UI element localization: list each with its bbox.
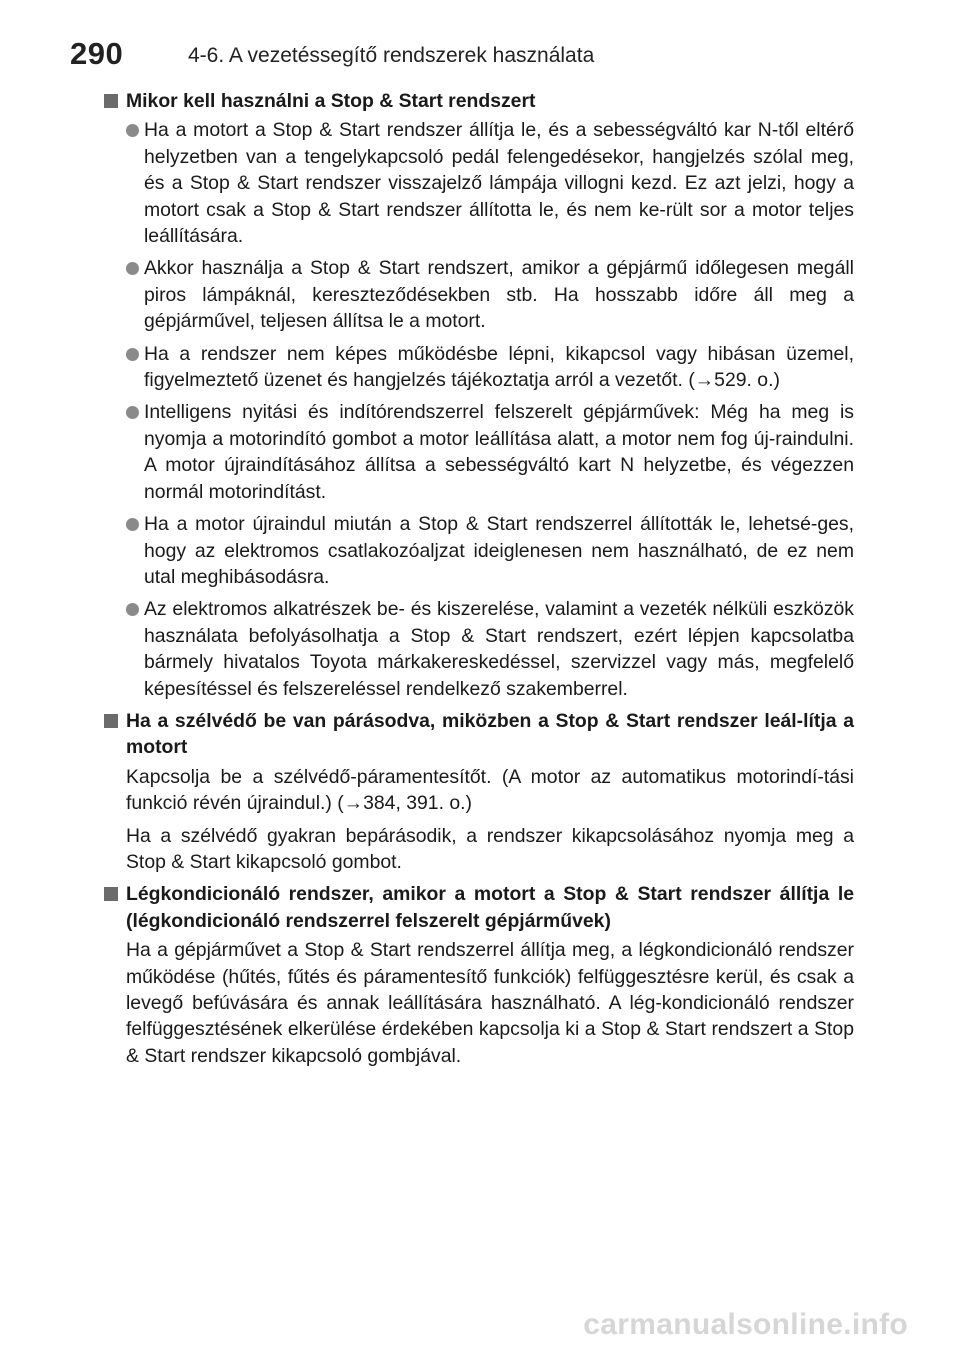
bullet-item: Intelligens nyitási és indítórendszerrel felszerelt gépjárművek: Még ha meg is nyomja a motorindító gombot a motor leállítása alatt, a motor nem fog új-raindulni. A motor újraindításához állítsa a sebességváltó kart N helyzetbe, és végezzen normál motorindítást. xyxy=(104,399,854,505)
bullet-item: Az elektromos alkatrészek be- és kiszerelése, valamint a vezeték nélküli eszközök használata befolyásolhatja a Stop & Start rendszert, ezért lépjen kapcsolatba bármely hivatalos Toyota márkakereskedéssel, szervizzel vagy más, megfelelő képesítéssel és felszereléssel rendelkező szakemberrel. xyxy=(104,596,854,702)
page-content xyxy=(104,88,854,1075)
bullet-item: Ha a motort a Stop & Start rendszer állítja le, és a sebességváltó kar N-től eltérő helyzetben van a tengelykapcsoló pedál felengedésekor, hangjelzés szólal meg, és a Stop & Start rendszer visszajelző lámpája villogni kezd. Ez azt jelzi, hogy a motort csak a Stop & Start rendszer állította le, és nem ke-rült sor a motor teljes leállítására. xyxy=(104,117,854,249)
section-heading: Mikor kell használni a Stop & Start rendszert xyxy=(104,88,854,114)
circle-bullet-icon xyxy=(126,348,139,361)
bullet-item: Ha a motor újraindul miután a Stop & Start rendszerrel állították le, lehetsé-ges, hogy az elektromos csatlakozóaljzat ideiglenesen nem használható, de ez nem utal meghibásodásra. xyxy=(104,511,854,590)
circle-bullet-icon xyxy=(126,406,139,419)
square-bullet-icon xyxy=(104,887,118,901)
page-number: 290 xyxy=(70,36,124,71)
square-bullet-icon xyxy=(104,94,118,108)
bullet-item: Akkor használja a Stop & Start rendszert, amikor a gépjármű időlegesen megáll piros lámpáknál, kereszteződésekben stb. Ha hosszabb időre áll meg a gépjárművel, teljesen állítsa le a motort. xyxy=(104,255,854,334)
section-heading: Ha a szélvédő be van párásodva, miközben a Stop & Start rendszer leál-lítja a motort xyxy=(104,708,854,761)
paragraph: Ha a szélvédő gyakran bepárásodik, a rendszer kikapcsolásához nyomja meg a Stop & Start kikapcsoló gombot. xyxy=(126,824,854,873)
section-heading: Légkondicionáló rendszer, amikor a motort a Stop & Start rendszer állítja le (légkondicionáló rendszerrel felszerelt gépjárművek) xyxy=(104,881,854,934)
watermark: carmanualsonline.info xyxy=(583,1308,908,1341)
circle-bullet-icon xyxy=(126,262,139,275)
circle-bullet-icon xyxy=(126,124,139,137)
paragraph: Kapcsolja be a szélvédő-páramentesítőt. (A motor az automatikus motorindí-tási funkció révén újraindul.) (→384, 391. o.) xyxy=(126,765,854,815)
chapter-title: 4-6. A vezetéssegítő rendszerek használata xyxy=(188,44,595,67)
paragraph: Ha a gépjárművet a Stop & Start rendszerrel állítja meg, a légkondicionáló rendszer működése (hűtés, fűtés és páramentesítő funkciók) felfüggesztésre kerül, és csak a levegő befúvására és annak leállítására használható. A lég-kondicionáló rendszer felfüggesztésének elkerülése érdekében kapcsolja ki a Stop & Start rendszert a Stop & Start rendszer kikapcsoló gombjával. xyxy=(126,939,854,1067)
circle-bullet-icon xyxy=(126,603,139,616)
circle-bullet-icon xyxy=(126,518,139,531)
square-bullet-icon xyxy=(104,714,118,728)
page-header xyxy=(60,28,890,71)
bullet-item: Ha a rendszer nem képes működésbe lépni, kikapcsol vagy hibásan üzemel, figyelmeztető üzenet és hangjelzés tájékoztatja arról a vezetőt. (→529. o.) xyxy=(104,341,854,394)
